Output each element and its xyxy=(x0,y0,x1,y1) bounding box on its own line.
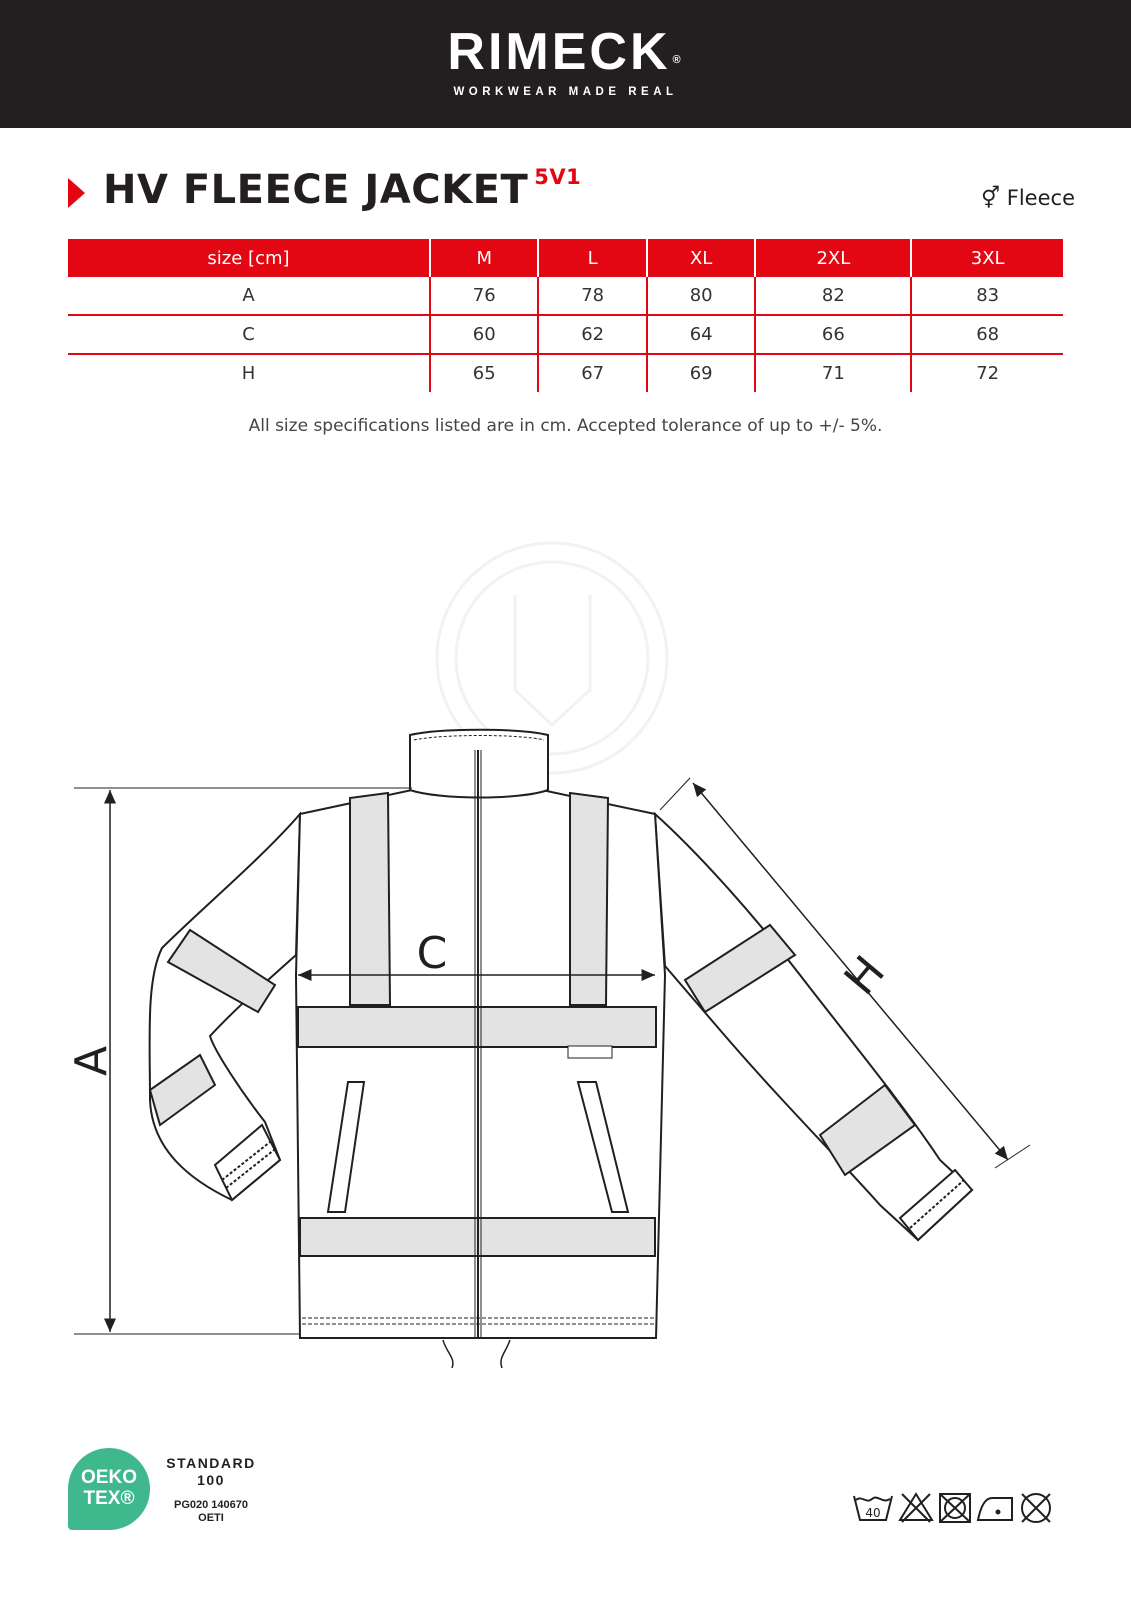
drawcord xyxy=(443,1340,510,1368)
oeko-standard-label: STANDARD 100 xyxy=(166,1455,256,1488)
no-bleach-icon xyxy=(900,1494,932,1522)
iron-low-icon xyxy=(978,1498,1012,1520)
table-cell: 65 xyxy=(430,354,538,392)
table-cell: 83 xyxy=(911,277,1063,315)
header-cell: M xyxy=(430,239,538,277)
wash-40-icon xyxy=(854,1496,892,1520)
table-cell: A xyxy=(242,285,255,306)
size-table xyxy=(68,239,1063,392)
table-row xyxy=(68,315,1063,354)
brand-logo: RIMECK ® xyxy=(447,23,684,81)
left-sleeve xyxy=(150,814,300,1200)
table-cell: C xyxy=(68,315,430,354)
size-table-header xyxy=(68,239,1063,277)
right-sleeve xyxy=(655,814,972,1240)
brand-tagline: WORKWEAR MADE REAL xyxy=(453,86,678,98)
table-cell: 82 xyxy=(755,277,911,315)
table-cell: 60 xyxy=(430,315,538,354)
header-cell: 2XL xyxy=(755,239,911,277)
header-cell: L xyxy=(538,239,646,277)
table-cell: 62 xyxy=(538,315,646,354)
jacket-diagram xyxy=(0,540,1131,1400)
table-cell: 68 xyxy=(911,315,1063,354)
table-cell: 76 xyxy=(430,277,538,315)
oeko-tex-logo: OEKO TEX® xyxy=(68,1448,150,1530)
care-symbols xyxy=(852,1490,1062,1524)
dimension-label-h: H xyxy=(834,946,896,1005)
table-cell: 66 xyxy=(755,315,911,354)
table-cell: 64 xyxy=(647,315,755,354)
header-cell: 3XL xyxy=(911,239,1063,277)
no-tumble-dry-icon xyxy=(940,1494,970,1522)
material-label: Fleece xyxy=(1006,186,1075,210)
brand-header xyxy=(0,0,1131,128)
table-cell: H xyxy=(68,354,430,392)
table-row xyxy=(68,277,1063,315)
svg-text:40: 40 xyxy=(865,1506,881,1520)
table-cell: 72 xyxy=(911,354,1063,392)
product-title: HV FLEECE JACKET $^{5V1}$ xyxy=(103,165,582,213)
table-cell: 67 xyxy=(538,354,646,392)
table-row xyxy=(68,354,1063,392)
table-cell: 78 xyxy=(538,277,646,315)
product-code: 5V1 xyxy=(534,165,582,189)
title-arrow-icon xyxy=(68,178,85,208)
table-cell: 69 xyxy=(647,354,755,392)
header-cell: XL xyxy=(647,239,755,277)
header-cell: size [cm] xyxy=(68,239,430,277)
no-dry-clean-icon xyxy=(1022,1494,1050,1522)
table-cell: 71 xyxy=(755,354,911,392)
gender-material xyxy=(981,186,1075,210)
dimension-label-a: A xyxy=(66,1045,117,1077)
table-cell: 80 xyxy=(647,277,755,315)
dimension-label-c: C xyxy=(416,928,448,979)
oeko-certificate-number: PG020 140670 OETI xyxy=(173,1499,248,1524)
unisex-icon: ⚥ xyxy=(981,186,1001,210)
tolerance-note: All size specifications listed are in cm. Accepted tolerance of up to +/- 5%. xyxy=(248,416,883,436)
